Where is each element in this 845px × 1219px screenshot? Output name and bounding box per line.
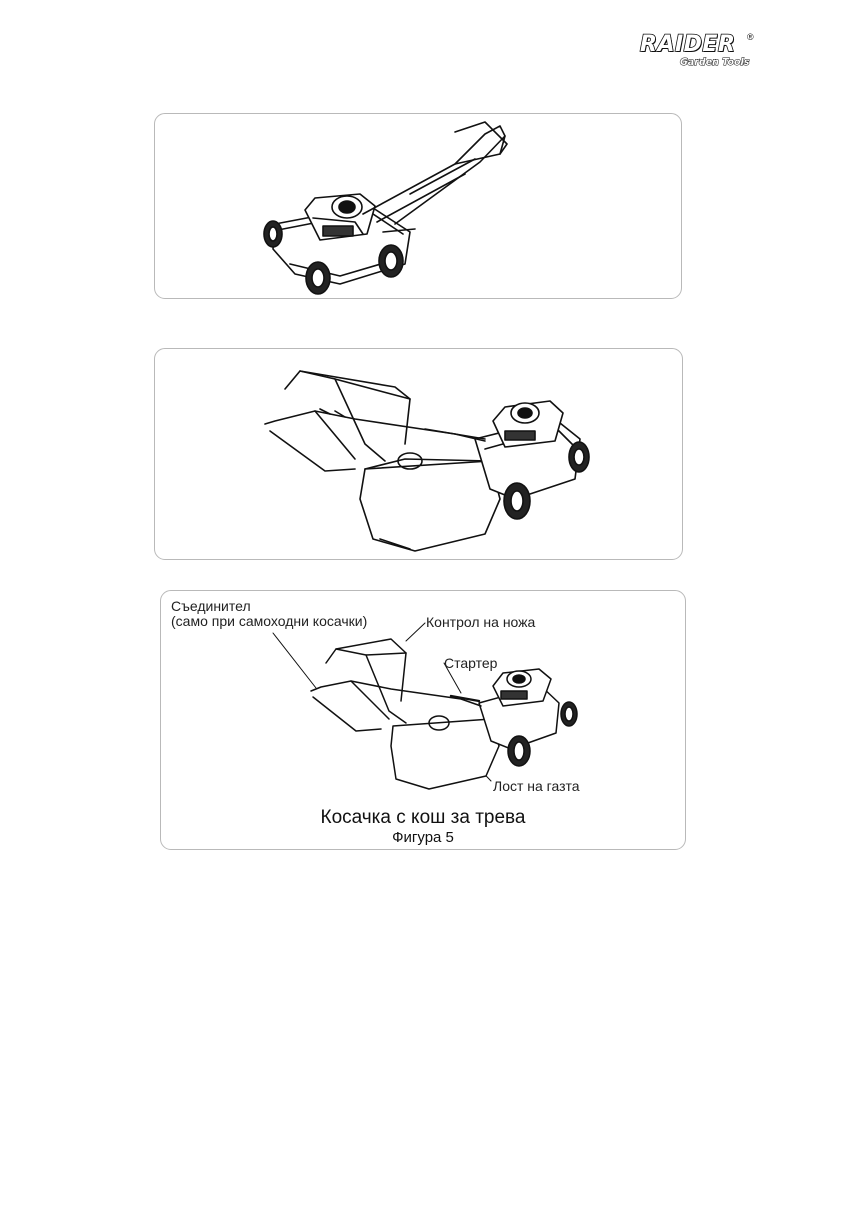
label-coupler-note: (само при самоходни косачки): [171, 613, 368, 629]
label-coupler: Съединител: [171, 598, 251, 614]
registered-mark: ®: [747, 32, 754, 42]
label-throttle-lever: Лост на газта: [493, 778, 580, 794]
brand-tagline: Garden Tools: [680, 57, 750, 68]
figure-number: Фигура 5: [392, 829, 454, 846]
label-starter: Стартер: [444, 655, 498, 671]
mower-plain-drawing: [155, 114, 681, 298]
figure-caption: Косачка с кош за трева: [320, 807, 526, 828]
mower-bag-drawing: [155, 349, 682, 559]
raider-logo: [640, 33, 756, 73]
figure-mower-with-bag: [154, 348, 683, 560]
figure-mower-plain: [154, 113, 682, 299]
figure-mower-controls: [160, 590, 686, 850]
brand-name: RAIDER: [640, 32, 736, 57]
label-blade-control: Контрол на ножа: [426, 614, 536, 630]
